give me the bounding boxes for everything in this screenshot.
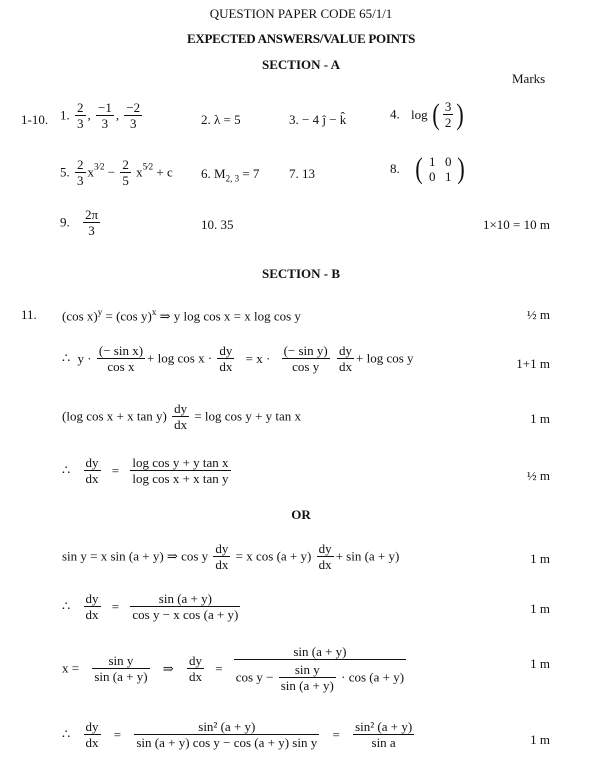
q1-fraction-2 [96, 100, 114, 131]
section-a-total-marks: 1×10 = 10 m [482, 217, 550, 232]
q5-b-num: 2 [122, 157, 129, 172]
l5-left: sin y = x sin (a + y) ⇒ cos y [62, 548, 209, 564]
q5-a-var: x [87, 164, 94, 180]
answer-q8 [390, 154, 466, 184]
l2-eq: = x · [245, 350, 271, 366]
q-range-label: 1-10. [21, 112, 49, 127]
l3-dy: dy [174, 401, 188, 416]
l5-dy: dy [215, 541, 229, 556]
l8-mark: 1 m [530, 732, 550, 747]
implies-icon: ⇒ [162, 660, 174, 676]
q5-fraction-b [120, 157, 131, 188]
q1-f1-den: 3 [77, 116, 84, 131]
l6-mark: 1 m [530, 601, 550, 616]
answer-q5: 5. $\frac{2}{3}$ $x^{3⁄2}$ − $\frac{2}{5}$ $x^{5⁄2} + c$ [60, 157, 173, 188]
l8-dydx [84, 719, 101, 750]
l7-den-fraction [279, 662, 336, 693]
l7-compound-fraction [234, 644, 406, 693]
q11-line-2 [62, 343, 414, 374]
q9-fraction [83, 207, 100, 238]
answer-q6 [201, 166, 259, 184]
l4-dx: dx [85, 471, 99, 486]
l5-mid: = x cos (a + y) [235, 548, 312, 564]
l8-f2-num: sin² (a + y) [355, 719, 413, 734]
l2-f1-num: (− sin x) [98, 343, 144, 358]
l8-eq-2: = [332, 726, 340, 742]
q1-f3-den: 3 [130, 116, 137, 131]
answer-q1: 1. $\frac{2}{3}$ , $\frac{-1}{3}$ , $\frac{-2}{3}$ [60, 100, 141, 131]
matrix-row [424, 154, 456, 169]
l2-dx-2: dx [339, 359, 352, 374]
l1-sup-y: y [97, 307, 103, 317]
q1-number: 1. [60, 107, 70, 123]
l6-num: sin (a + y) [130, 591, 240, 607]
identity-matrix [424, 154, 456, 184]
marks-label: Marks [512, 71, 546, 86]
q9-number: 9. [60, 214, 70, 230]
l7-dy: dy [188, 653, 202, 668]
l5-mark: 1 m [530, 551, 550, 566]
paper-subtitle: EXPECTED ANSWERS/VALUE POINTS [186, 31, 415, 46]
l7-den-a: cos y − [235, 669, 274, 685]
l7-den-f-num: sin y [279, 662, 336, 678]
l6-dx: dx [85, 607, 99, 622]
l4-den: log cos x + x tan y [132, 471, 229, 486]
matrix-cell: 1 [445, 169, 452, 184]
l7-mark: 1 m [530, 656, 550, 671]
l8-eq: = [113, 726, 122, 742]
q1-f2-den: 3 [101, 116, 109, 131]
l1-log-form: ⇒ y log cos x = x log cos y [156, 308, 301, 324]
matrix-row [424, 169, 456, 184]
answer-q4 [390, 99, 465, 130]
l4-dydx [84, 455, 101, 486]
l3-dx: dx [174, 417, 188, 432]
l7-big-num: sin (a + y) [234, 644, 406, 660]
l2-f2-den: cos y [292, 359, 320, 374]
answer-q3: 3. − 4 ĵ − k̂ [289, 112, 347, 127]
q11-number: 11. [21, 307, 37, 322]
l8-dy: dy [85, 719, 99, 734]
matrix-cell: 0 [429, 169, 436, 184]
l5-dx2: dx [318, 557, 332, 572]
therefore-icon: ∴ [62, 726, 71, 742]
l5-dydx [213, 541, 230, 572]
l4-mark: ½ m [526, 468, 550, 483]
q9-frac-num: 2π [85, 207, 99, 222]
l2-y: y · [77, 350, 92, 366]
l5-tail: + sin (a + y) [335, 548, 400, 564]
l3-dydx [172, 401, 189, 432]
l7-dx: dx [188, 669, 202, 684]
l3-left: (log cos x + x tan y) [62, 408, 167, 424]
l7-big-den [234, 660, 406, 693]
q5-a-num: 2 [77, 157, 84, 172]
l1-cosy: = (cos y) [102, 308, 152, 324]
q1-f2-num: −1 [98, 100, 112, 115]
q11-line-4 [62, 455, 233, 486]
therefore-icon: ∴ [62, 462, 71, 478]
q4-number: 4. [390, 106, 400, 122]
l2-mid: + log cos x · [147, 350, 213, 366]
q5-b-var: x [136, 164, 143, 180]
q9-frac-den: 3 [88, 223, 95, 238]
l4-dy: dy [85, 455, 99, 470]
q11-line-1 [62, 307, 301, 324]
q5-number: 5. [60, 164, 70, 180]
therefore-icon: ∴ [62, 350, 71, 366]
l2-dy: dy [219, 343, 233, 358]
q4-frac-den: 2 [444, 115, 452, 130]
l2-tail: + log cos y [356, 350, 414, 366]
l4-eq: = [111, 462, 120, 478]
matrix-cell: 1 [429, 154, 436, 169]
q1-f3-num: −2 [126, 100, 141, 115]
l5-dx: dx [215, 557, 229, 572]
q11-alt-line-1 [62, 541, 399, 572]
l6-dy: dy [85, 591, 99, 606]
l4-fraction [130, 455, 230, 486]
q5-a-power: 3⁄2 [94, 161, 105, 172]
matrix-cell: 0 [445, 154, 452, 169]
q5-b-den: 5 [122, 173, 129, 188]
l8-f2-den: sin a [371, 735, 396, 750]
l1-mark: ½ m [526, 307, 550, 322]
q11-alt-line-2 [62, 591, 242, 622]
l8-dx: dx [85, 735, 99, 750]
q11-alt-line-4 [62, 719, 416, 750]
section-b-title: SECTION - B [261, 266, 341, 281]
l8-fraction-1 [134, 719, 319, 750]
l2-fraction-1 [97, 343, 145, 374]
therefore-icon: ∴ [62, 598, 71, 614]
or-divider: OR [291, 507, 311, 522]
l7-f1-den: sin (a + y) [94, 669, 148, 684]
q4-fraction [443, 99, 454, 130]
matrix-right-paren-icon: ) [457, 152, 465, 185]
q4-log: log [411, 106, 428, 122]
section-a-title: SECTION - A [261, 57, 341, 72]
answer-q2: 2. λ = 5 [201, 112, 241, 127]
q1-fraction-3 [124, 100, 142, 131]
l4-num: log cos y + y tan x [132, 455, 229, 470]
left-paren-icon: ( [432, 97, 440, 131]
l6-dydx [84, 591, 101, 622]
l2-fraction-2 [282, 343, 330, 374]
l7-fraction-1 [92, 653, 149, 684]
answer-q7: 7. 13 [289, 166, 315, 181]
q1-fraction-1 [75, 100, 86, 131]
l3-mark: 1 m [530, 411, 550, 426]
l2-dy-2: dy [339, 343, 352, 358]
l7-x: x = [62, 660, 80, 676]
q1-f1-num: 2 [77, 100, 84, 115]
matrix-left-paren-icon: ( [415, 152, 423, 185]
l7-den-f-den: sin (a + y) [280, 678, 334, 693]
q6-subscript: 2, 3 [225, 173, 240, 184]
l7-den-b: · cos (a + y) [341, 669, 405, 685]
l7-eq: = [215, 660, 223, 676]
l5-dydx-2 [317, 541, 334, 572]
right-paren-icon: ) [456, 97, 465, 131]
q5-a-den: 3 [77, 173, 84, 188]
l1-cosx: (cos x) [62, 308, 98, 324]
q5-fraction-a [75, 157, 86, 188]
l2-dydx [217, 343, 234, 374]
l2-dx: dx [219, 359, 233, 374]
l2-dydx-2 [337, 343, 354, 374]
l8-fraction-2 [353, 719, 414, 750]
l2-mark: 1+1 m [516, 356, 550, 371]
q11-line-3 [62, 401, 301, 432]
q5-b-power: 5⁄2 [142, 161, 154, 172]
q5-constant: + c [156, 164, 173, 180]
q8-number: 8. [390, 161, 400, 176]
answer-q10: 10. 35 [201, 217, 234, 232]
q4-frac-num: 3 [444, 99, 452, 114]
l7-dydx [187, 653, 204, 684]
answer-q9 [60, 207, 102, 238]
l3-right: = log cos y + y tan x [194, 408, 302, 424]
l5-dy2: dy [318, 541, 332, 556]
l8-f1-den: sin (a + y) cos y − cos (a + y) sin y [136, 735, 318, 750]
l7-f1-num: sin y [92, 653, 149, 669]
q11-alt-line-3 [62, 644, 408, 693]
l6-eq: = [111, 598, 120, 614]
l2-f1-den: cos x [107, 359, 135, 374]
paper-code: QUESTION PAPER CODE 65/1/1 [209, 6, 393, 21]
l6-fraction [130, 591, 240, 622]
q6-text: 6. M [201, 166, 226, 181]
l8-f1-num: sin² (a + y) [134, 719, 319, 735]
l6-den: cos y − x cos (a + y) [132, 607, 239, 622]
l1-sup-x: x [151, 307, 157, 317]
q6-value: = 7 [239, 166, 260, 181]
l2-f2-num: (− sin y) [283, 343, 328, 358]
